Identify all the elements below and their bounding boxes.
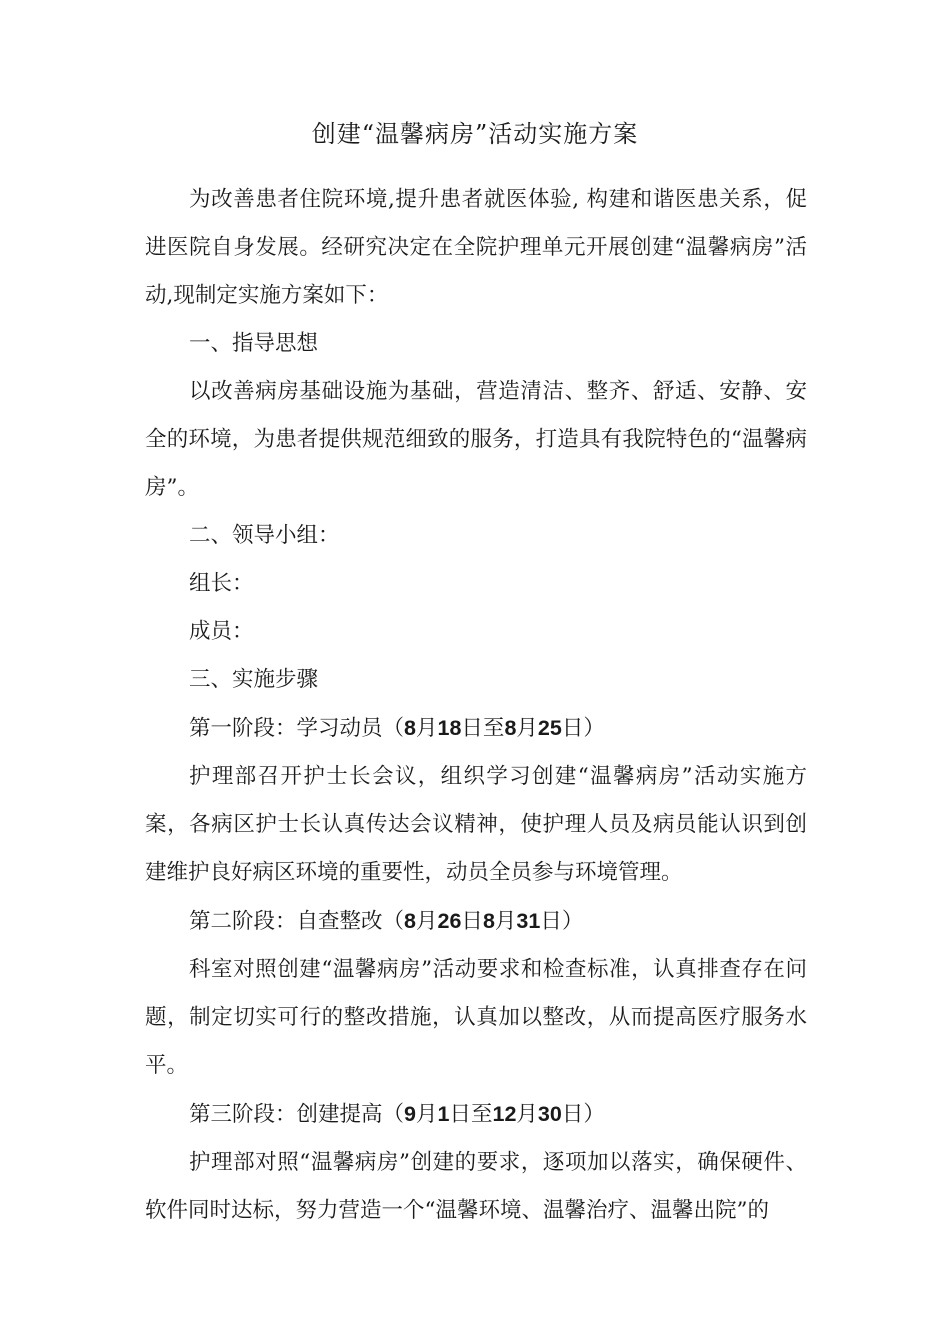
stage-1-month-unit: 月 [415,716,438,741]
stage-2-heading [145,897,807,946]
stage-2-end-day: 31 [516,909,541,933]
stage-3-suffix: 日） [561,1102,605,1127]
stage-2-paragraph: 科室对照创建“温馨病房”活动要求和检查标准，认真排查存在问题，制定切实可行的整改措施，认真加以整改，从而提高医疗服务水平。 [145,957,807,1078]
stage-1-end-month-unit: 月 [516,716,538,741]
stage-1-day-to: 日至 [461,716,505,741]
stage-2-end-month-unit: 月 [494,909,517,934]
section-heading-implementation-steps: 三、实施步骤 [189,667,319,692]
stage-1-start-day: 18 [437,716,462,740]
stage-2-prefix: 第二阶段：自查整改（ [189,909,405,934]
leader-line: 组长： [189,571,254,596]
stage-1-prefix: 第一阶段：学习动员（ [189,716,405,741]
section-heading-leadership-group: 二、领导小组： [189,523,340,548]
stage-3-month-unit: 月 [415,1102,438,1127]
stage-1-heading [145,704,807,753]
stage-3-end-month: 12 [492,1102,517,1126]
document-title: 创建“温馨病房”活动实施方案 [311,120,639,148]
stage-3-end-month-unit: 月 [516,1102,538,1127]
stage-2-start-month: 8 [404,909,416,933]
guiding-ideology-paragraph: 以改善病房基础设施为基础，营造清洁、整齐、舒适、安静、安全的环境，为患者提供规范细致的服务，打造具有我院特色的“温馨病房”。 [145,379,807,500]
intro-paragraph: 为改善患者住院环境,提升患者就医体验, 构建和谐医患关系，促进医院自身发展。经研究决定在全院护理单元开展创建“温馨病房”活动,现制定实施方案如下： [145,187,807,308]
document-body [145,176,807,1235]
stage-3-start-day: 1 [437,1102,450,1126]
stage-2-day-unit: 日 [461,909,483,934]
stage-1-paragraph: 护理部召开护士长会议，组织学习创建“温馨病房”活动实施方案，各病区护士长认真传达会议精神，使护理人员及病员能认识到创建维护良好病区环境的重要性，动员全员参与环境管理。 [145,764,807,885]
stage-3-heading [145,1090,807,1139]
section-heading-guiding-ideology: 一、指导思想 [189,331,319,356]
stage-1-suffix: 日） [561,716,605,741]
stage-2-end-month: 8 [482,909,495,933]
stage-3-prefix: 第三阶段：创建提高（ [189,1102,405,1127]
stage-3-start-month: 9 [404,1102,416,1126]
stage-2-month-unit: 月 [415,909,438,934]
stage-3-day-to: 日至 [449,1102,493,1127]
stage-2-start-day: 26 [437,909,462,933]
members-line: 成员： [189,619,254,644]
stage-3-end-day: 30 [537,1102,562,1126]
stage-1-start-month: 8 [404,716,416,740]
stage-1-end-month: 8 [504,716,517,740]
stage-2-suffix: 日） [540,909,584,934]
stage-3-paragraph: 护理部对照“温馨病房”创建的要求，逐项加以落实，确保硬件、软件同时达标，努力营造一个“温馨环境、温馨治疗、温馨出院”的 [145,1150,807,1223]
stage-1-end-day: 25 [537,716,562,740]
